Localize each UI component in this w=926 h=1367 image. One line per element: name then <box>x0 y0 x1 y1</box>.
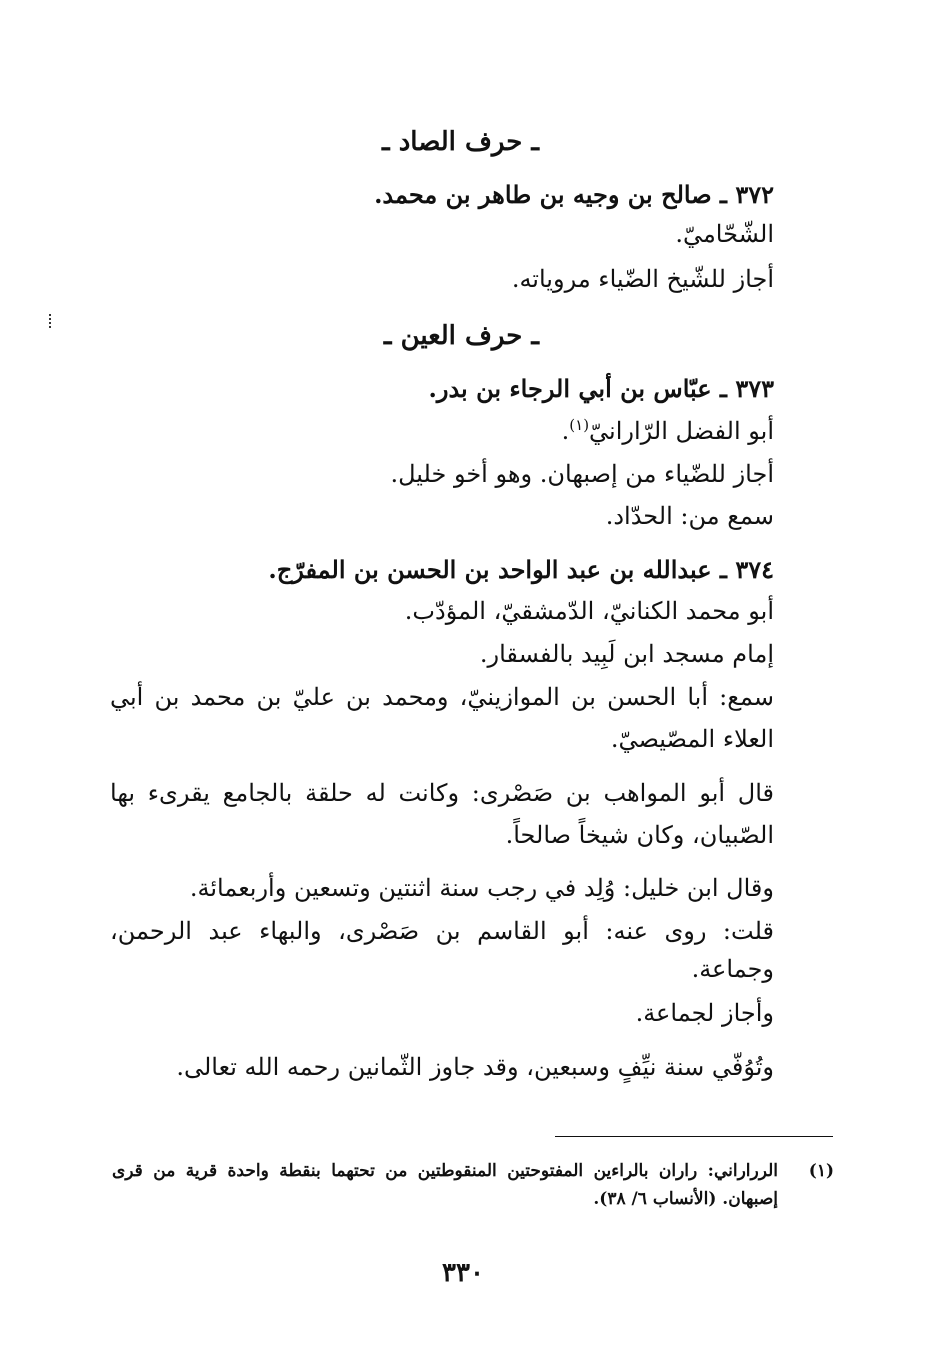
page-number: ٣٣٠ <box>442 1258 484 1288</box>
entry-373-line-2: أجاز للضّياء من إصبهان. وهو أخو خليل. <box>390 460 774 488</box>
margin-mark <box>49 314 53 328</box>
entry-374-line-1: أبو محمد الكنانيّ، الدّمشقيّ، المؤدّب. <box>404 597 774 625</box>
entry-372-line-2: أجاز للشّيخ الضّياء مروياته. <box>511 265 774 293</box>
entry-373-line-1-end: . <box>561 417 570 445</box>
entry-374-line-2: إمام مسجد ابن لَبِيد بالفسقار. <box>479 640 774 668</box>
footnote-number: (١) <box>808 1161 834 1181</box>
entry-374-line-4: العلاء المصّيصيّ. <box>610 725 774 753</box>
entry-374-line-5: قال أبو المواهب بن صَصْرى: وكانت له حلقة بالجامع يقرىء بها <box>110 779 774 807</box>
entry-373-title: ٣٧٣ ـ عبّاس بن أبي الرجاء بن بدر. <box>428 374 774 403</box>
entry-373-line-1 <box>562 414 774 448</box>
entry-372-title: ٣٧٢ ـ صالح بن وجيه بن طاهر بن محمد. <box>374 180 774 209</box>
entry-374-line-9: وجماعة. <box>691 955 774 983</box>
entry-374-line-8: قلت: روى عنه: أبو القاسم بن صَصْرى، والبهاء عبد الرحمن، <box>110 917 774 945</box>
entry-374-line-3: سمع: أبا الحسن بن الموازينيّ، ومحمد بن عليّ بن محمد بن أبي <box>110 683 775 711</box>
footnote-line-2: إصبهان. (الأنساب ٦/ ٣٨). <box>593 1189 778 1209</box>
entry-374-line-6: الصّبيان، وكان شيخاً صالحاً. <box>505 821 774 849</box>
entry-374-line-10: وأجاز لجماعة. <box>635 999 774 1027</box>
footnote-line-1: الرراراني: راران بالراءين المفتوحتين المنقوطتين من تحتهما بنقطة واحدة قرية من قرى <box>112 1161 778 1181</box>
heading-sad: ـ حرف الصاد ـ <box>382 127 539 157</box>
heading-ain: ـ حرف العين ـ <box>383 321 539 351</box>
entry-373-line-3: سمع من: الحدّاد. <box>605 502 774 530</box>
footnote-separator <box>555 1136 833 1137</box>
entry-374-line-7: وقال ابن خليل: وُلِد في رجب سنة اثنتين وتسعين وأربعمائة. <box>189 874 774 902</box>
entry-372-line-1: الشّحّاميّ. <box>675 220 774 248</box>
entry-374-title: ٣٧٤ ـ عبدالله بن عبد الواحد بن الحسن بن المفرّج. <box>268 555 774 584</box>
entry-374-line-11: وتُوُفّي سنة نيِّفٍ وسبعين، وقد جاوز الثّمانين رحمه الله تعالى. <box>176 1053 774 1081</box>
entry-373-line-1-text: أبو الفضل الرّارانيّ <box>589 417 774 445</box>
footnote-reference: (١) <box>569 416 590 434</box>
